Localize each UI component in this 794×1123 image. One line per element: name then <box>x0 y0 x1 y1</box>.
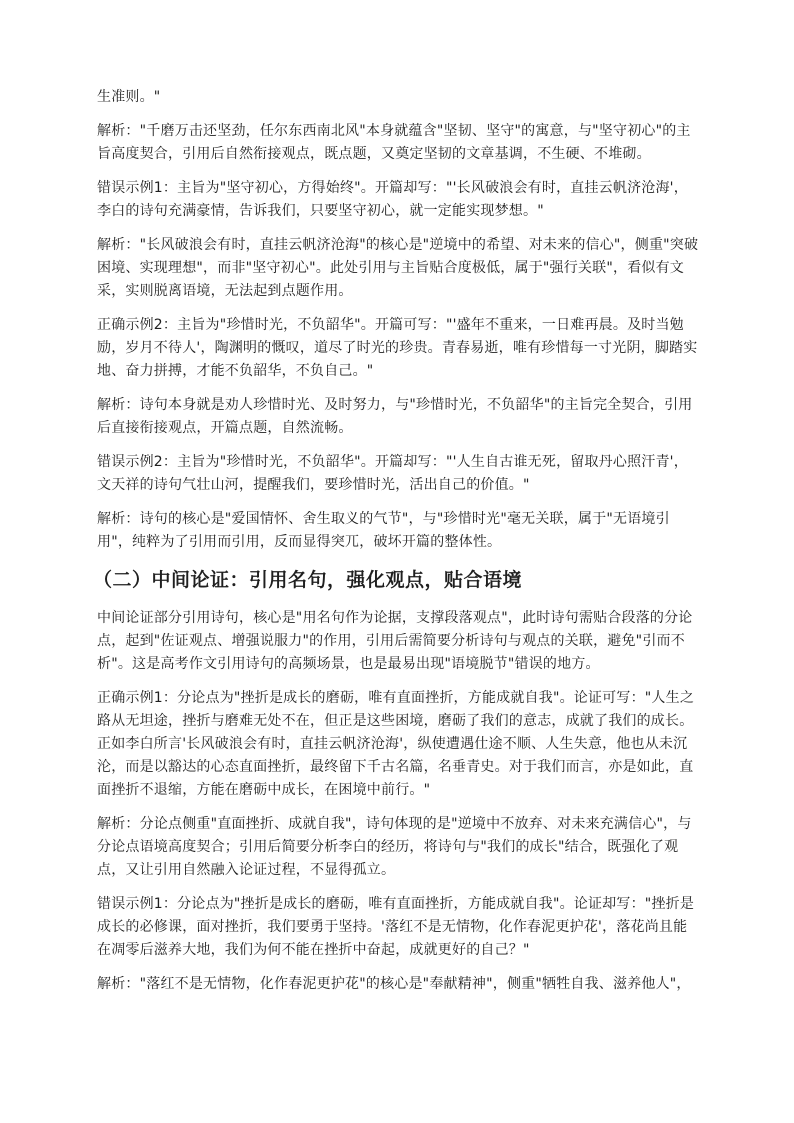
paragraph: 解析："千磨万击还坚劲，任尔东西南北风"本身就蕴含"坚韧、坚守"的寓意，与"坚守初心"的主旨高度契合，引用后自然衔接观点，既点题，又奠定坚韧的文章基调，不生硬、不堆砌。 <box>97 123 691 162</box>
paragraph: 正确示例1：分论点为"挫折是成长的磨砺，唯有直面挫折，方能成就自我"。论证可写："人生之路从无坦途，挫折与磨难无处不在，但正是这些困境，磨砺了我们的意志，成就了我们的成长。正如李白所言'长风破浪会有时，直挂云帆济沧海'，纵使遭遇仕途不顺、人生失意，他也从未沉沦，而是以豁达的心态直面挫折，最终留下千古名篇，名垂青史。对于我们而言，亦是如此，直面挫折不退缩，方能在磨砺中成长，在困境中前行。" <box>97 690 695 798</box>
paragraph: 错误示例2：主旨为"珍惜时光，不负韶华"。开篇却写："'人生自古谁无死，留取丹心照汗青'，文天祥的诗句气壮山河，提醒我们，要珍惜时光，活出自己的价值。" <box>97 454 688 493</box>
section-heading: （二）中间论证：引用名句，强化观点，贴合语境 <box>93 569 523 591</box>
paragraph: 生准则。" <box>97 89 161 105</box>
paragraph: 解析："落红不是无情物，化作春泥更护花"的核心是"奉献精神"，侧重"牺牲自我、滋养他人"， <box>97 976 691 992</box>
paragraph: 正确示例2：主旨为"珍惜时光，不负韶华"。开篇可写："'盛年不重来，一日难再晨。及时当勉励，岁月不待人'，陶渊明的慨叹，道尽了时光的珍贵。青春易逝，唯有珍惜每一寸光阴，脚踏实地、奋力拼搏，才能不负韶华，不负自己。" <box>97 317 698 379</box>
paragraph: 解析："长风破浪会有时，直挂云帆济沧海"的核心是"逆境中的希望、对未来的信心"，侧重"突破困境、实现理想"，而非"坚守初心"。此处引用与主旨贴合度极低，属于"强行关联"，看似有文采，实则脱离语境，无法起到点题作用。 <box>97 237 699 299</box>
paragraph: 错误示例1：分论点为"挫折是成长的磨砺，唯有直面挫折，方能成就自我"。论证却写："挫折是成长的必修课，面对挫折，我们要勇于坚持。'落红不是无情物，化作春泥更护花'，落花尚且能在凋零后滋养大地，我们为何不能在挫折中奋起，成就更好的自己？" <box>97 896 695 958</box>
document-body <box>93 86 701 1007</box>
paragraph: 解析：分论点侧重"直面挫折、成就自我"，诗句体现的是"逆境中不放弃、对未来充满信心"，与分论点语境高度契合；引用后简要分析李白的经历，将诗句与"我们的成长"结合，既强化了观点，又让引用自然融入论证过程，不显得孤立。 <box>97 816 692 878</box>
paragraph: 解析：诗句本身就是劝人珍惜时光、及时努力，与"珍惜时光，不负韶华"的主旨完全契合，引用后直接衔接观点，开篇点题，自然流畅。 <box>97 397 693 436</box>
paragraph: 解析：诗句的核心是"爱国情怀、舍生取义的气节"，与"珍惜时光"毫无关联，属于"无语境引用"，纯粹为了引用而引用，反而显得突兀，破坏开篇的整体性。 <box>97 511 670 550</box>
paragraph: 中间论证部分引用诗句，核心是"用名句作为论据，支撑段落观点"，此时诗句需贴合段落的分论点，起到"佐证观点、增强说服力"的作用，引用后需简要分析诗句与观点的关联，避免"引而不析"。这是高考作文引用诗句的高频场景，也是最易出现"语境脱节"错误的地方。 <box>97 610 693 672</box>
paragraph: 错误示例1：主旨为"坚守初心，方得始终"。开篇却写："'长风破浪会有时，直挂云帆济沧海'，李白的诗句充满豪情，告诉我们，只要坚守初心，就一定能实现梦想。" <box>97 180 688 219</box>
